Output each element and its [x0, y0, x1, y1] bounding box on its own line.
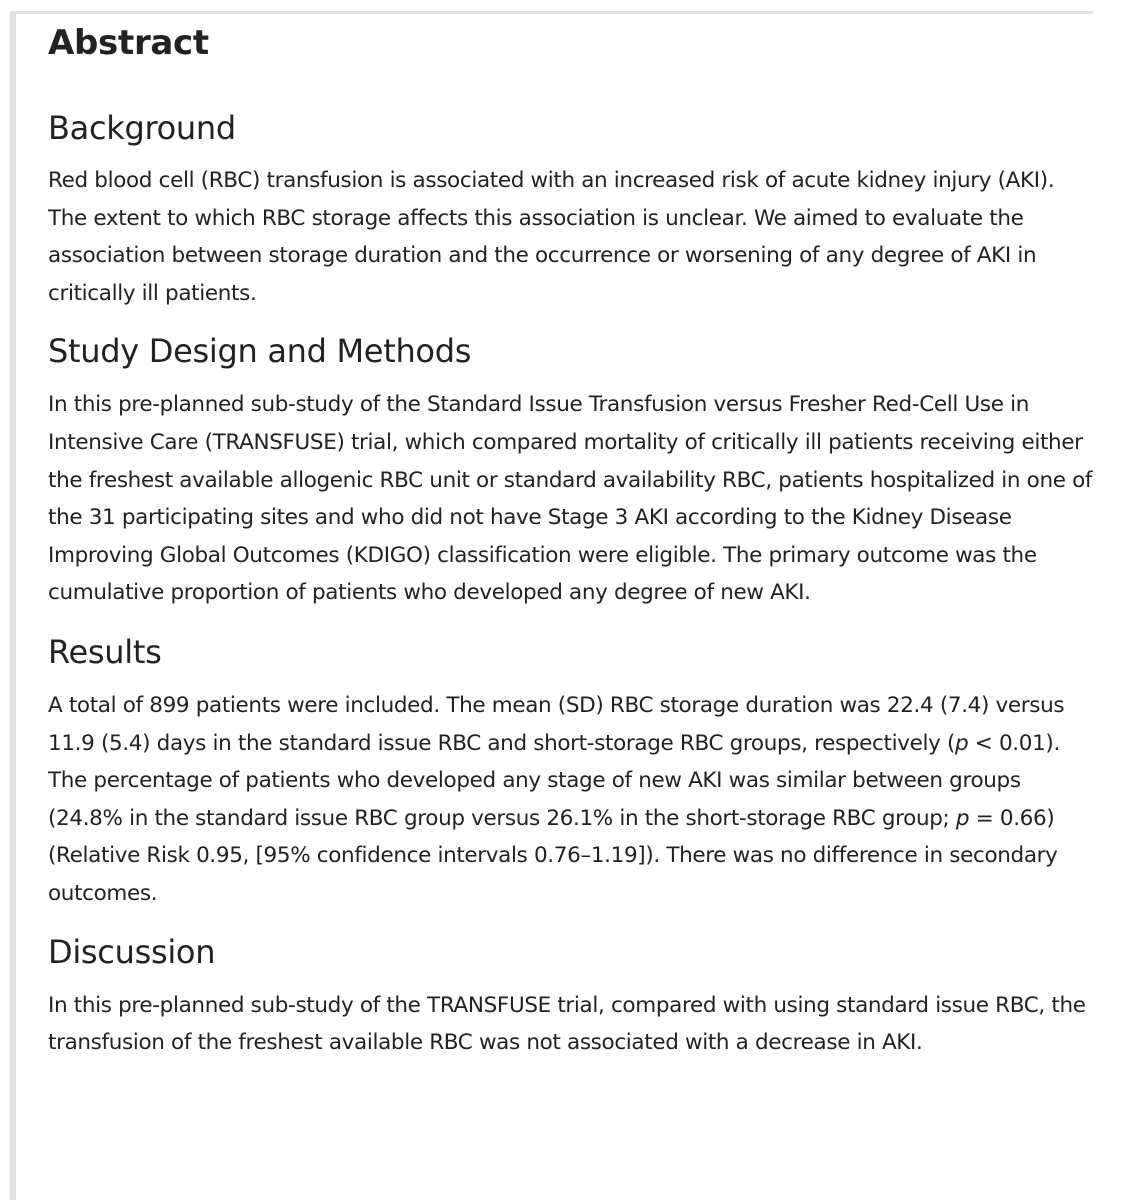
abstract-title: Abstract	[48, 23, 209, 63]
results-text-part-1: A total of 899 patients were included. The mean (SD) RBC storage duration was 22.4 (7.4) versus 11.9 (5.4) days in the standard issue RBC and short-storage RBC groups, respectively (	[48, 692, 1065, 756]
discussion-text: In this pre-planned sub-study of the TRANSFUSE trial, compared with using standard issue RBC, the transfusion of the freshest available RBC was not associated with a decrease in AKI.	[48, 992, 1086, 1056]
top-divider	[10, 11, 1093, 14]
results-text-part-2: < 0.01). The percentage of patients who developed any stage of new AKI was similar between groups (24.8% in the standard issue RBC group versus 26.1% in the short-storage RBC group;	[48, 730, 1060, 831]
background-text: Red blood cell (RBC) transfusion is associated with an increased risk of acute kidney injury (AKI). The extent to which RBC storage affects this association is unclear. We aimed to evaluate the association between storage duration and the occurrence or worsening of any degree of AKI in critically ill patients.	[48, 168, 1055, 306]
p-value-symbol: p	[955, 730, 969, 756]
results-text-part-3: = 0.66) (Relative Risk 0.95, [95% confidence intervals 0.76–1.19]). There was no difference in secondary outcomes.	[48, 805, 1058, 906]
methods-text: In this pre-planned sub-study of the Standard Issue Transfusion versus Fresher Red-Cell Use in Intensive Care (TRANSFUSE) trial, which compared mortality of critically ill patients receiving either the freshest available allogenic RBC unit or standard availability RBC, patients hospitalized in one of the 31 participating sites and who did not have Stage 3 AKI according to the Kidney Disease Improving Global Outcomes (KDIGO) classification were eligible. The primary outcome was the cumulative proportion of patients who developed any degree of new AKI.	[48, 392, 1093, 606]
p-value-symbol: p	[955, 805, 970, 831]
results-heading: Results	[48, 632, 162, 671]
abstract-section	[48, 20, 1098, 1062]
background-heading: Background	[48, 109, 236, 147]
discussion-heading: Discussion	[48, 932, 216, 971]
left-divider	[10, 11, 16, 1200]
methods-heading: Study Design and Methods	[48, 332, 472, 371]
results-text	[48, 687, 1098, 913]
